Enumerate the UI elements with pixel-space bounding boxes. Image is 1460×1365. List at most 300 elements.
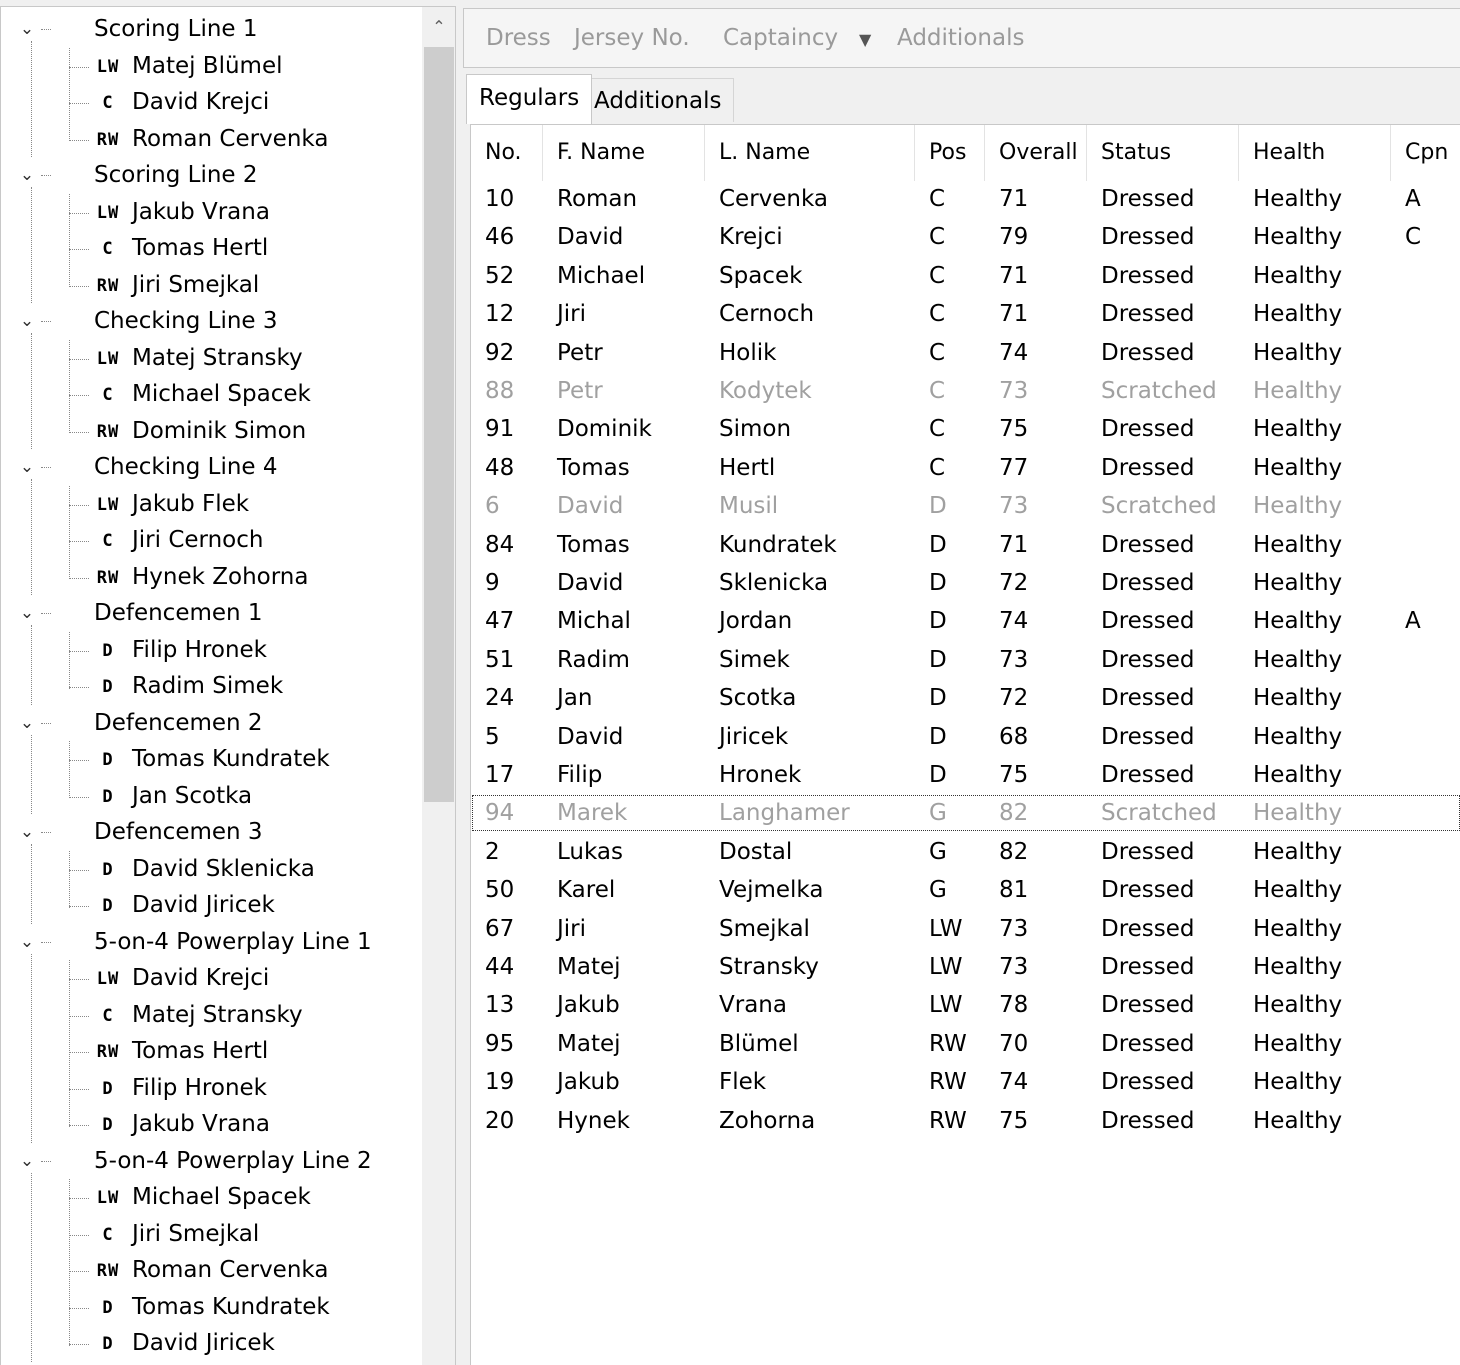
table-cell: Dressed [1101,416,1195,443]
table-cell: Dressed [1101,570,1195,596]
table-cell: Dressed [1101,1030,1195,1057]
tree-connector [31,333,32,449]
tree-connector [31,844,32,924]
table-cell: C [929,454,946,481]
tree-player-label: Michael Spacek [132,381,311,407]
tree-player-label: Jan Scotka [132,782,253,809]
table-cell [1391,1102,1460,1140]
tree-player-label: Michael Spacek [132,1184,311,1210]
tree-connector [69,48,70,142]
chevron-down-icon[interactable]: ⌄ [19,457,35,477]
table-cell: A [1405,608,1421,635]
position-tag: LW [96,56,120,77]
roster-panel [458,0,1460,1365]
tree-connector [69,632,70,689]
tree-connector [69,249,89,250]
tree-player-item[interactable] [1,48,421,84]
table-cell: 74 [999,1069,1029,1096]
table-row[interactable] [471,334,1460,372]
table-cell: 71 [999,262,1029,289]
table-cell: 73 [999,915,1029,942]
jersey-number-button[interactable]: Jersey No. [574,25,690,51]
table-cell: Simek [719,646,790,673]
tree-line-node[interactable] [1,157,421,193]
table-row[interactable] [471,410,1460,448]
table-cell: Hronek [719,762,802,788]
position-tag: D [102,1115,114,1135]
tree-player-item[interactable] [1,997,421,1033]
table-row[interactable] [471,372,1460,410]
table-cell [1391,410,1460,448]
column-header[interactable]: Overall [985,125,1087,181]
chevron-down-icon[interactable]: ⌄ [19,712,35,733]
table-cell: 5 [485,723,500,750]
table-row[interactable] [471,833,1460,871]
tree-connector [69,1235,89,1236]
tree-line-node[interactable] [1,595,421,631]
table-cell: David [557,570,624,596]
table-cell: 46 [485,224,515,251]
table-cell: RW [929,1030,967,1057]
table-row[interactable] [471,526,1460,564]
tree-connector [41,613,51,614]
table-row[interactable] [471,218,1460,256]
tree-connector [41,723,51,724]
table-cell: Langhamer [719,800,850,827]
column-header[interactable]: F. Name [543,125,705,181]
table-cell [1391,794,1460,832]
table-cell: Dressed [1101,454,1195,481]
tree-connector [41,467,51,468]
tree-connector [69,578,89,579]
tree-line-label: Defencemen 3 [94,819,263,845]
chevron-down-icon[interactable]: ⌄ [19,19,35,39]
column-header[interactable]: No. [471,125,543,181]
tree-player-item[interactable] [1,632,421,668]
table-cell: D [929,646,947,673]
table-cell: Dressed [1101,531,1195,558]
column-header[interactable]: Health [1239,125,1391,181]
table-row[interactable] [471,1063,1460,1101]
table-cell: Healthy [1253,570,1343,596]
position-tag: D [102,1297,114,1318]
tree-line-label: Scoring Line 2 [94,162,258,188]
table-cell: Lukas [557,838,623,865]
chevron-down-icon[interactable]: ⌄ [19,165,35,185]
tree-player-item[interactable] [1,267,421,303]
tree-player-label: Matej Blümel [132,52,283,79]
table-cell: C [929,186,946,212]
table-cell: Vrana [719,992,787,1019]
table-cell: Dressed [1101,224,1195,251]
tree-connector [31,625,32,705]
table-cell: Tomas [557,454,630,481]
table-cell: Filip [557,762,603,788]
table-cell [1391,526,1460,564]
tree-connector [69,1179,70,1346]
captaincy-button[interactable]: Captaincy [723,25,839,51]
position-tag: C [102,93,114,113]
position-tag: LW [96,348,120,369]
tree-connector [69,213,89,214]
chevron-down-icon[interactable]: ⌄ [19,1150,35,1171]
tree-connector [69,286,89,287]
table-row[interactable] [471,910,1460,948]
tree-player-item[interactable] [1,413,421,449]
tree-player-label: Jakub Flek [132,490,250,517]
tree-player-item[interactable] [1,1289,421,1325]
table-cell [1391,718,1460,756]
additionals-button[interactable]: Additionals [897,25,1025,51]
table-cell: 52 [485,262,515,289]
tree-player-label: Matej Stransky [132,1001,303,1028]
table-cell [1391,756,1460,794]
tree-line-node[interactable] [1,303,421,339]
table-cell: Jordan [719,608,793,635]
tree-connector [69,960,70,1127]
table-cell: Dostal [719,838,793,865]
tree-player-item[interactable] [1,1106,421,1142]
table-cell: 51 [485,646,515,673]
table-cell: David [557,723,624,750]
tree-player-item[interactable] [1,1070,421,1106]
tree-player-item[interactable] [1,851,421,887]
table-cell: D [929,723,947,750]
table-cell: 82 [999,800,1029,827]
table-cell: Cervenka [719,186,829,212]
tree-player-label: Dominik Simon [132,417,307,444]
table-cell: LW [929,915,963,942]
table-cell: 75 [999,762,1029,788]
table-cell: 50 [485,877,515,904]
table-row[interactable] [471,487,1460,525]
table-cell: Dressed [1101,262,1195,289]
tree-player-item[interactable] [1,1216,421,1252]
table-row[interactable] [471,948,1460,986]
tree-player-label: Jakub Vrana [132,1111,270,1137]
table-cell: D [929,493,947,520]
tree-player-item[interactable] [1,668,421,704]
position-tag: RW [96,275,120,296]
tree-player-item[interactable] [1,121,421,157]
tree-line-label: 5-on-4 Powerplay Line 1 [94,928,372,955]
table-cell: Blümel [719,1030,799,1057]
position-tag: RW [96,1261,120,1281]
table-cell: 92 [485,339,515,366]
table-cell: Jiri [557,301,587,328]
tree-player-item[interactable] [1,194,421,230]
chevron-down-icon[interactable]: ⌄ [19,931,35,952]
tree-connector [69,651,89,652]
tree-line-label: Scoring Line 1 [94,16,258,42]
position-tag: C [102,385,114,405]
table-cell: Healthy [1253,301,1343,328]
tree-connector [41,175,51,176]
tree-connector [31,479,32,595]
tree-connector [69,1125,89,1126]
table-cell: G [929,800,947,827]
table-cell: Healthy [1253,262,1343,289]
table-cell: Healthy [1253,646,1343,673]
table-cell [1391,641,1460,679]
table-cell: Dressed [1101,339,1195,366]
table-cell: D [929,685,947,712]
tree-line-node[interactable] [1,1143,421,1179]
table-cell: 67 [485,915,515,942]
table-row[interactable] [471,180,1460,218]
table-cell: 75 [999,1107,1029,1134]
tree-connector [69,505,89,506]
position-tag: D [102,786,114,807]
tree-player-item[interactable] [1,559,421,595]
tree-player-item[interactable] [1,1325,421,1361]
tree-connector [41,1161,51,1162]
table-cell: 2 [485,838,500,865]
table-row[interactable] [471,871,1460,909]
table-cell: D [929,762,947,788]
position-tag: RW [96,421,120,442]
table-cell: C [929,416,946,443]
tree-line-node[interactable] [1,924,421,960]
table-cell: Dressed [1101,762,1195,788]
tree-player-item[interactable] [1,1252,421,1288]
tree-player-item[interactable] [1,486,421,522]
table-cell: Radim [557,646,630,673]
position-tag: D [102,896,114,916]
tree-player-item[interactable] [1,741,421,777]
table-cell: Healthy [1253,762,1343,788]
table-cell: Holik [719,339,777,366]
table-cell: 84 [485,531,515,558]
tree-player-label: David Jiricek [132,892,275,918]
table-cell: RW [929,1069,967,1096]
tree-connector [69,395,89,396]
position-tag: LW [96,202,120,223]
table-cell: Petr [557,339,603,366]
table-cell: C [929,224,946,251]
table-cell: 73 [999,646,1029,673]
table-cell: Dressed [1101,992,1195,1019]
tree-connector [69,486,70,580]
scroll-up-icon[interactable]: ⌃ [432,17,446,36]
tree-connector [41,942,51,943]
table-cell: 72 [999,685,1029,712]
table-cell: 17 [485,762,515,788]
table-cell: Dressed [1101,186,1195,212]
table-cell: 78 [999,992,1029,1019]
table-cell: Petr [557,378,603,404]
table-row[interactable] [471,257,1460,295]
chevron-down-icon[interactable]: ⌄ [19,311,35,331]
tree-line-node[interactable] [1,11,421,47]
table-row[interactable] [471,986,1460,1024]
tree-player-label: Hynek Zohorna [132,563,309,590]
position-tag: RW [96,129,120,150]
table-cell [1391,1063,1460,1101]
table-cell: Healthy [1253,915,1343,942]
tree-player-item[interactable] [1,84,421,120]
table-cell: Jan [557,685,593,712]
tree-connector [41,832,51,833]
tree-player-item[interactable] [1,1033,421,1069]
table-cell: 20 [485,1107,515,1134]
tree-connector [69,760,89,761]
tree-player-label: Filip Hronek [132,1074,268,1101]
table-cell: Matej [557,954,621,980]
table-cell: Sklenicka [719,570,829,596]
tree-player-label: Roman Cervenka [132,125,329,152]
table-cell: Musil [719,493,779,520]
tree-player-label: Filip Hronek [132,636,268,663]
table-cell: 71 [999,186,1029,212]
column-header[interactable]: L. Name [705,125,915,181]
column-header[interactable]: Status [1087,125,1239,181]
captaincy-dropdown-icon[interactable]: ▼ [859,30,872,49]
scroll-thumb[interactable] [424,47,454,802]
table-cell: Dominik [557,416,652,443]
tab-regulars[interactable]: Regulars [466,74,592,124]
table-cell [1391,833,1460,871]
tree-connector [69,906,89,907]
tree-connector [41,29,51,30]
table-cell [1391,679,1460,717]
tree-player-label: David Krejci [132,965,270,991]
table-cell: David [557,493,624,520]
tree-player-item[interactable] [1,230,421,266]
table-row[interactable] [471,679,1460,717]
tree-line-label: Defencemen 2 [94,709,263,736]
table-row[interactable] [471,641,1460,679]
column-header[interactable]: Cpn [1391,125,1460,181]
table-row[interactable] [471,602,1460,640]
table-cell: D [929,570,947,596]
tree-player-item[interactable] [1,960,421,996]
tree-connector [69,432,89,433]
tree-player-item[interactable] [1,887,421,923]
tree-connector [69,1016,89,1017]
tree-player-item[interactable] [1,340,421,376]
table-cell: Healthy [1253,416,1343,443]
table-cell: LW [929,992,963,1019]
tree-connector [69,979,89,980]
tree-connector [69,140,89,141]
table-cell: Jakub [557,1069,620,1096]
tree-connector [69,1198,89,1199]
table-row[interactable] [471,756,1460,794]
table-cell: A [1405,186,1421,212]
table-row[interactable] [471,295,1460,333]
table-cell: Dressed [1101,646,1195,673]
tree-line-label: 5-on-4 Powerplay Line 2 [94,1147,372,1174]
table-cell: Jiri [557,915,587,942]
table-cell: 12 [485,301,515,328]
tree-player-item[interactable] [1,522,421,558]
chevron-down-icon[interactable]: ⌄ [19,822,35,842]
table-cell: C [1405,224,1422,251]
table-row[interactable] [471,564,1460,602]
table-cell: 82 [999,838,1029,865]
table-cell: 75 [999,416,1029,443]
position-tag: C [102,1005,114,1026]
table-cell: 72 [999,570,1029,596]
table-row[interactable] [471,449,1460,487]
table-row[interactable] [471,1025,1460,1063]
table-cell: Dressed [1101,1069,1195,1096]
table-cell: Michael [557,262,646,289]
table-cell [1391,871,1460,909]
tree-player-item[interactable] [1,376,421,412]
tree-connector [31,954,32,1143]
chevron-down-icon[interactable]: ⌄ [19,603,35,623]
tree-player-item[interactable] [1,1179,421,1215]
tree-connector [69,1308,89,1309]
position-tag: RW [96,1042,120,1062]
table-cell: Roman [557,186,638,212]
table-cell: 81 [999,877,1029,904]
position-tag: D [102,1334,114,1354]
tree-player-label: Jiri Cernoch [132,527,264,553]
table-cell: 19 [485,1069,515,1096]
tree-connector [69,741,70,798]
dress-button[interactable]: Dress [486,25,551,51]
table-cell: C [929,301,946,328]
table-cell: C [929,339,946,366]
table-cell: Healthy [1253,954,1343,980]
table-cell [1391,295,1460,333]
table-cell: Krejci [719,224,783,251]
tree-line-node[interactable] [1,449,421,485]
table-cell: Dressed [1101,954,1195,980]
tree-player-label: Jakub Vrana [132,198,270,225]
table-row[interactable] [471,718,1460,756]
table-cell: Healthy [1253,186,1343,212]
tree-connector [69,541,89,542]
table-cell: Matej [557,1030,621,1057]
tree-connector [69,103,89,104]
table-cell [1391,372,1460,410]
column-header[interactable]: Pos [915,125,985,181]
tree-connector [69,1344,89,1345]
position-tag: D [102,677,114,697]
tree-connector [69,1089,89,1090]
table-cell: 9 [485,570,500,596]
table-cell: C [929,378,946,404]
tree-player-label: Roman Cervenka [132,1257,329,1283]
tab-additionals[interactable]: Additionals [581,78,734,122]
table-row[interactable] [471,1102,1460,1140]
tree-line-node[interactable] [1,814,421,850]
table-cell: Healthy [1253,992,1343,1019]
table-cell [1391,1025,1460,1063]
table-cell: Dressed [1101,685,1195,712]
position-tag: C [102,531,114,551]
table-cell: Tomas [557,531,630,558]
tree-player-item[interactable] [1,778,421,814]
table-row[interactable] [471,794,1460,832]
tree-connector [31,41,32,157]
table-cell [1391,564,1460,602]
tree-line-node[interactable] [1,705,421,741]
table-cell: Kundratek [719,531,837,558]
table-cell: 71 [999,301,1029,328]
table-cell: Cernoch [719,301,815,328]
tree-scrollbar[interactable] [422,7,456,1365]
table-cell: Healthy [1253,493,1343,520]
table-cell: Hynek [557,1107,630,1134]
table-cell: D [929,531,947,558]
tree-player-label: Tomas Kundratek [132,1293,330,1320]
tree-connector [69,1271,89,1272]
